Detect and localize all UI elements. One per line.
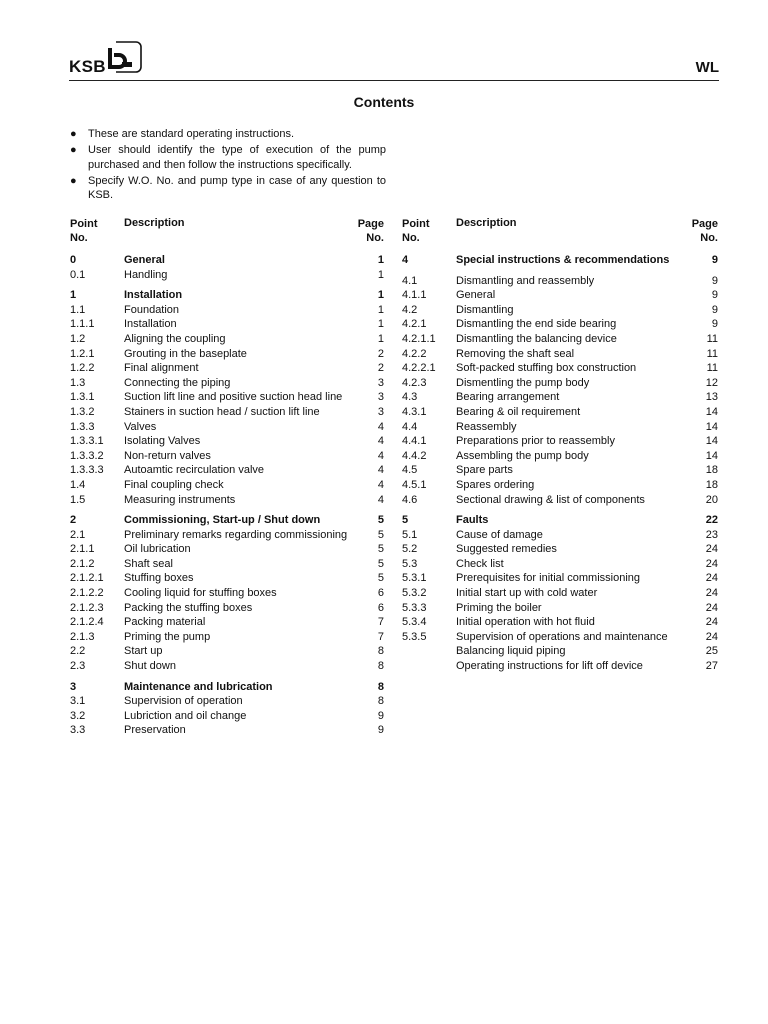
toc-page-number: 24 [705,616,718,629]
toc-description: Removing the shaft seal [456,347,575,360]
toc-entry [402,630,718,645]
toc-page-number: 1 [377,289,384,302]
toc-point-number: 4.2.2 [402,347,427,360]
toc-description: Commissioning, Start-up / Shut down [124,514,321,527]
toc-entry [402,288,718,303]
toc-description: Spare parts [456,464,513,477]
toc-page-number: 12 [705,376,718,389]
toc-entry [70,268,384,283]
toc-description: Packing the stuffing boxes [124,601,253,614]
toc-description: Grouting in the baseplate [124,347,247,360]
toc-description: Preliminary remarks regarding commissioning [124,528,348,541]
toc-page-number: 1 [377,268,384,281]
toc-point-number: 4.2.3 [402,376,427,389]
toc-page-number: 22 [705,514,718,527]
toc-page-number: 1 [377,318,384,331]
toc-point-number: 3.1 [70,695,86,708]
toc-page-number: 5 [377,572,384,585]
toc-entry [402,615,718,630]
toc-page-number: 3 [377,376,384,389]
toc-page-number: 18 [705,464,718,477]
intro-bullet: ● Specify W.O. No. and pump type in case of any question to KSB. [70,174,386,201]
toc-point-number: 3.2 [70,709,86,722]
toc-description: Sectional drawing & list of components [456,493,645,506]
intro-bullet-list [70,127,386,204]
toc-entry [402,542,718,557]
toc-description: Isolating Valves [124,435,201,448]
toc-description: Dismantling and reassembly [456,274,595,287]
toc-point-number: 3.3 [70,724,86,737]
toc-point-number: 2.1 [70,528,86,541]
toc-page-number: 1 [377,332,384,345]
toc-description: Installation [124,289,183,302]
toc-description: Preservation [124,724,186,737]
toc-description: Final coupling check [124,478,224,491]
toc-description: Stuffing boxes [124,572,194,585]
toc-page-number: 5 [377,514,384,527]
toc-point-number: 1.3.3 [70,420,95,433]
toc-section-heading [402,513,718,528]
toc-entry [70,361,384,376]
brand-logo-text: KSB [69,57,106,76]
toc-entry [402,586,718,601]
toc-page-number: 7 [377,630,384,643]
toc-page-number: 5 [377,528,384,541]
toc-entry [402,376,718,391]
toc-entry [70,493,384,508]
toc-section-heading [70,253,384,268]
toc-description: Oil lubrication [124,543,191,556]
toc-point-number: 1.3.1 [70,391,95,404]
toc-description: Handling [124,268,168,281]
toc-entry [70,659,384,674]
toc-right-column [402,217,718,674]
toc-description: Priming the pump [124,630,211,643]
toc-description: Shut down [124,660,176,673]
toc-page-number: 3 [377,405,384,418]
toc-point-number: 1.2.1 [70,347,95,360]
toc-description: Initial start up with cold water [456,587,598,600]
toc-description: Spares ordering [456,478,535,491]
toc-entry [402,274,718,289]
toc-entry [70,586,384,601]
toc-point-number: 2.1.2.1 [70,572,104,585]
toc-description: Shaft seal [124,557,173,570]
toc-page-number: 13 [705,391,718,404]
intro-bullet: ● User should identify the type of execution of the pump purchased and then follow the instructions specifically. [70,144,386,171]
toc-page-number: 8 [377,680,384,693]
toc-description: General [124,254,165,266]
toc-description: Assembling the pump body [456,449,589,462]
toc-description: Cooling liquid for stuffing boxes [124,587,277,600]
toc-page-number: 24 [705,630,718,643]
toc-page-number: 14 [705,449,718,462]
toc-entry [402,390,718,405]
toc-entry [402,420,718,435]
toc-entry [70,434,384,449]
toc-description: Reassembly [456,420,517,433]
toc-entry [402,332,718,347]
toc-description: Autoamtic recirculation valve [124,464,265,477]
toc-entry [70,709,384,724]
toc-point-number: 5 [402,514,409,527]
toc-description: Special instructions & recommendations [456,254,670,266]
toc-entry [70,571,384,586]
toc-page-number: 6 [377,601,384,614]
toc-point-number: 2.1.2.2 [70,587,104,600]
toc-entry [70,376,384,391]
toc-page-number: 20 [705,493,718,506]
bullet-icon: ● [70,144,77,156]
toc-entry [70,478,384,493]
toc-point-number: 0 [70,254,77,266]
toc-point-number: 5.3 [402,557,418,570]
toc-description: Balancing liquid piping [456,645,566,658]
toc-page-number: 24 [705,601,718,614]
toc-point-number: 2.1.2.3 [70,601,104,614]
toc-point-number: 4.6 [402,493,418,506]
toc-description: Foundation [124,303,180,316]
toc-description: Bearing arrangement [456,391,560,404]
toc-entry [402,347,718,362]
bullet-icon: ● [70,128,77,140]
toc-description: General [456,289,496,302]
toc-description: Initial operation with hot fluid [456,616,595,629]
description-header: Description [124,217,185,229]
toc-description: Measuring instruments [124,493,236,506]
toc-description: Priming the boiler [456,601,542,614]
toc-page-number: 8 [377,660,384,673]
toc-page-number: 2 [377,347,384,360]
toc-point-number: 4.1 [402,274,418,287]
toc-point-number: 4.5 [402,464,418,477]
toc-description: Final alignment [124,362,199,375]
toc-description: Faults [456,514,489,527]
toc-entry [70,694,384,709]
toc-page-number: 14 [705,405,718,418]
toc-page-number: 9 [711,303,718,316]
toc-point-number: 1.3.3.2 [70,449,104,462]
toc-description: Bearing & oil requirement [456,405,581,418]
toc-description: Dismantling the balancing device [456,332,617,345]
toc-point-number: 3 [70,680,77,693]
toc-column-header [402,217,718,253]
toc-point-number: 5.2 [402,543,418,556]
toc-description: Preparations prior to reassembly [456,435,615,448]
toc-point-number: 1.4 [70,478,86,491]
toc-entry [402,303,718,318]
toc-point-number: 1.5 [70,493,86,506]
toc-point-number: 4 [402,254,409,266]
toc-point-number: 2 [70,514,77,527]
toc-page-number: 11 [706,332,718,345]
toc-column-header [70,217,384,253]
toc-point-number: 2.1.2 [70,557,95,570]
toc-description: Non-return valves [124,449,211,462]
toc-page-number: 8 [377,645,384,658]
toc-description: Packing material [124,616,206,629]
toc-description: Cause of damage [456,528,543,541]
toc-entry [70,528,384,543]
toc-entry [70,542,384,557]
toc-point-number: 2.1.2.4 [70,616,104,629]
point-no-header: Point No. [402,218,430,244]
toc-description: Soft-packed stuffing box construction [456,362,637,375]
toc-entry [402,478,718,493]
toc-page-number: 9 [711,289,718,302]
toc-section-heading [402,253,718,268]
toc-description: Suggested remedies [456,543,557,556]
toc-point-number: 2.2 [70,645,86,658]
toc-page-number: 9 [377,724,384,737]
toc-point-number: 1.1.1 [70,318,95,331]
toc-description: Lubriction and oil change [124,709,247,722]
toc-point-number: 4.2.1 [402,318,427,331]
toc-point-number: 2.1.3 [70,630,95,643]
toc-point-number: 1.2.2 [70,362,95,375]
toc-description: Valves [124,420,157,433]
toc-description: Prerequisites for initial commissioning [456,572,641,585]
toc-entry [70,420,384,435]
toc-point-number: 5.3.2 [402,587,427,600]
toc-description: Check list [456,557,504,570]
toc-entry [70,405,384,420]
toc-point-number: 4.4.1 [402,435,427,448]
toc-entry [402,601,718,616]
toc-page-number: 25 [705,645,718,658]
toc-description: Supervision of operations and maintenance [456,630,668,643]
toc-point-number: 5.3.5 [402,630,427,643]
page-no-header: Page No. [691,218,718,244]
toc-point-number: 5.3.3 [402,601,427,614]
toc-page-number: 23 [705,528,718,541]
toc-point-number: 1.2 [70,332,86,345]
toc-left-entries [70,253,384,738]
toc-page-number: 24 [705,587,718,600]
toc-entry [70,332,384,347]
toc-page-number: 4 [377,435,384,448]
toc-page-number: 2 [377,362,384,375]
toc-entry [70,390,384,405]
toc-page-number: 6 [377,587,384,600]
toc-page-number: 14 [705,435,718,448]
toc-point-number: 5.3.4 [402,616,427,629]
toc-entry [70,347,384,362]
toc-entry [70,723,384,738]
toc-page-number: 4 [377,420,384,433]
toc-description: Dismantling [456,303,514,316]
toc-entry [402,463,718,478]
page-title: Contents [353,94,415,110]
toc-page-number: 1 [377,254,384,266]
toc-page-number: 9 [711,318,718,331]
document-code: WL [695,59,719,76]
toc-page-number: 9 [711,254,718,266]
toc-point-number: 4.3.1 [402,405,427,418]
toc-point-number: 0.1 [70,268,86,281]
toc-point-number: 4.5.1 [402,478,427,491]
toc-point-number: 4.2 [402,303,418,316]
toc-entry [402,557,718,572]
toc-section-heading [70,288,384,303]
toc-entry [70,644,384,659]
toc-description: Supervision of operation [124,695,243,708]
toc-entry [70,303,384,318]
toc-entry [402,434,718,449]
toc-entry [402,571,718,586]
toc-page-number: 18 [705,478,718,491]
toc-description: Start up [124,645,163,658]
toc-description: Connecting the piping [124,376,231,389]
toc-page-number: 24 [705,557,718,570]
toc-entry [70,317,384,332]
toc-page-number: 3 [377,391,384,404]
toc-entry [70,601,384,616]
toc-page-number: 4 [377,493,384,506]
toc-entry [70,557,384,572]
toc-description: Stainers in suction head / suction lift line [124,405,320,418]
toc-entry [70,463,384,478]
toc-section-heading [70,680,384,695]
toc-point-number: 4.3 [402,391,418,404]
toc-point-number: 2.1.1 [70,543,95,556]
toc-point-number: 4.2.1.1 [402,332,436,345]
bullet-icon: ● [70,174,77,187]
toc-left-column [70,217,384,738]
toc-entry [402,317,718,332]
toc-point-number: 2.3 [70,660,86,673]
toc-description: Dismantling the end side bearing [456,318,617,331]
toc-description: Installation [124,318,177,331]
toc-description: Operating instructions for lift off device [456,660,643,673]
toc-entry [70,615,384,630]
toc-right-entries [402,253,718,674]
toc-page-number: 7 [377,616,384,629]
toc-point-number: 1.3.3.3 [70,464,104,477]
toc-entry [402,644,718,659]
toc-point-number: 1.3.2 [70,405,95,418]
toc-entry [402,659,718,674]
toc-entry [70,449,384,464]
toc-point-number: 4.4 [402,420,418,433]
toc-entry [402,528,718,543]
description-header: Description [456,217,517,229]
toc-description: Maintenance and lubrication [124,680,273,693]
toc-entry [402,405,718,420]
toc-page-number: 24 [705,572,718,585]
toc-page-number: 11 [706,362,718,375]
page-no-header: Page No. [357,218,384,244]
toc-page-number: 4 [377,478,384,491]
toc-description: Suction lift line and positive suction head line [124,391,343,404]
toc-entry [402,449,718,464]
toc-page-number: 9 [377,709,384,722]
toc-point-number: 1 [70,289,77,302]
toc-page-number: 24 [705,543,718,556]
toc-point-number: 5.1 [402,528,418,541]
toc-page-number: 8 [377,695,384,708]
toc-page-number: 4 [377,449,384,462]
toc-page-number: 5 [377,557,384,570]
toc-entry [402,493,718,508]
toc-page-number: 1 [377,303,384,316]
toc-entry [402,361,718,376]
toc-page-number: 4 [377,464,384,477]
toc-point-number: 1.3 [70,376,86,389]
toc-description: Aligning the coupling [124,332,226,345]
toc-page-number: 9 [711,274,718,287]
ksb-logo-icon [107,40,143,74]
toc-point-number: 1.3.3.1 [70,435,104,448]
header-divider [69,80,719,81]
toc-page-number: 5 [377,543,384,556]
toc-section-heading [70,513,384,528]
toc-page-number: 14 [705,420,718,433]
toc-page-number: 11 [706,347,718,360]
toc-page-number: 27 [705,660,718,673]
page-header [69,40,719,80]
toc-entry [70,630,384,645]
point-no-header: Point No. [70,218,98,244]
toc-description: Dismentling the pump body [456,376,590,389]
toc-point-number: 1.1 [70,303,86,316]
toc-point-number: 4.2.2.1 [402,362,436,375]
toc-point-number: 4.1.1 [402,289,427,302]
toc-point-number: 4.4.2 [402,449,427,462]
intro-bullet: ● These are standard operating instructions. [70,128,295,140]
toc-point-number: 5.3.1 [402,572,427,585]
